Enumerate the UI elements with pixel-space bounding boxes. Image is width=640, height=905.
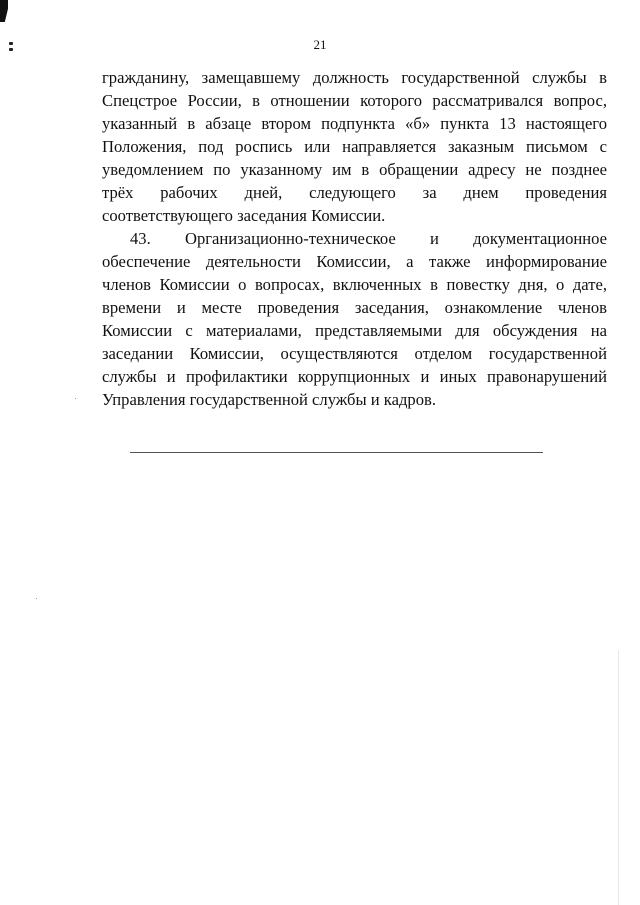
scan-mark xyxy=(0,0,8,22)
text-line: Спецстрое России, в отношении которого рассматривался вопрос, xyxy=(102,91,607,110)
text-line: уведомлением по указанному им в обращении адресу не позднее xyxy=(102,160,607,179)
text-line: заседании Комиссии, осуществляются отделом государственной xyxy=(102,344,607,363)
scan-speck xyxy=(75,398,76,399)
text-line: Положения, под роспись или направляется заказным письмом с xyxy=(102,137,607,156)
text-line: службы и профилактики коррупционных и иных правонарушений xyxy=(102,367,607,386)
text-line: указанный в абзаце втором подпункта «б» пункта 13 настоящего xyxy=(102,114,607,133)
text-line: гражданину, замещавшему должность государственной службы в xyxy=(102,68,607,87)
text-line: членов Комиссии о вопросах, включенных в повестку дня, о дате, xyxy=(102,275,607,294)
scan-speck xyxy=(36,598,37,599)
text-line: Управления государственной службы и кадров. xyxy=(102,390,436,409)
end-separator-line xyxy=(130,452,543,453)
page-number: 21 xyxy=(313,37,327,52)
scan-edge-line xyxy=(618,650,619,905)
text-line: трёх рабочих дней, следующего за днем проведения xyxy=(102,183,607,202)
text-line: времени и месте проведения заседания, ознакомление членов xyxy=(102,298,607,317)
text-line: соответствующего заседания Комиссии. xyxy=(102,206,386,225)
text-line: обеспечение деятельности Комиссии, а также информирование xyxy=(102,252,607,271)
text-line: 43. Организационно-техническое и документационное xyxy=(130,229,607,248)
text-line: Комиссии с материалами, представляемыми для обсуждения на xyxy=(102,321,607,340)
